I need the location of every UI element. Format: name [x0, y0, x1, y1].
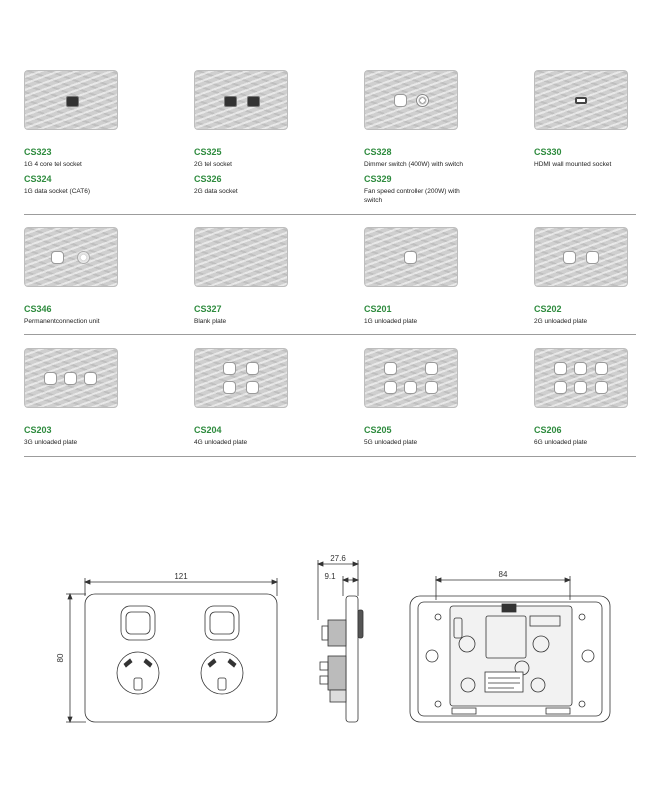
product-desc: 2G tel socket: [194, 161, 232, 168]
front-width-dim: 121: [174, 572, 188, 581]
switch-icon: [563, 251, 576, 264]
dimmer-knob-icon: [416, 94, 429, 107]
product-desc: Dimmer switch (400W) with switch: [364, 161, 463, 168]
product-desc: Blank plate: [194, 318, 227, 325]
plate-image: [194, 348, 288, 408]
plate-image: [194, 70, 288, 130]
switch-icon: [404, 381, 417, 394]
rj-socket-icon: [247, 96, 260, 107]
product-code: CS202: [534, 304, 562, 314]
switch-icon: [425, 362, 438, 375]
rear-view-drawing: [410, 576, 610, 722]
product-code: CS201: [364, 304, 392, 314]
switch-icon: [595, 381, 608, 394]
switch-icon: [384, 362, 397, 375]
plate-image: [534, 70, 628, 130]
product-code: CS203: [24, 425, 52, 435]
switch-icon: [574, 362, 587, 375]
product-code: CS324: [24, 174, 52, 184]
switch-icon: [64, 372, 77, 385]
switch-icon: [574, 381, 587, 394]
side-view-drawing: [318, 560, 363, 722]
rear-width-dim: 84: [498, 570, 508, 579]
product-code: CS346: [24, 304, 52, 314]
product-code: CS205: [364, 425, 392, 435]
plate-image: [364, 227, 458, 287]
switch-icon: [554, 362, 567, 375]
rj-socket-icon: [66, 96, 79, 107]
switch-icon: [384, 381, 397, 394]
technical-drawings: [0, 540, 660, 800]
product-desc: Permanentconnection unit: [24, 318, 100, 325]
product-code: CS325: [194, 147, 222, 157]
switch-icon: [44, 372, 57, 385]
front-view-drawing: [66, 578, 277, 722]
product-desc: 1G 4 core tel socket: [24, 161, 82, 168]
switch-icon: [223, 381, 236, 394]
switch-icon: [554, 381, 567, 394]
plate-image: [364, 348, 458, 408]
plate-image: [24, 348, 118, 408]
product-desc: 2G data socket: [194, 188, 238, 195]
switch-icon: [595, 362, 608, 375]
product-desc: 2G unloaded plate: [534, 318, 588, 325]
product-code: CS327: [194, 304, 222, 314]
plate-image: [534, 227, 628, 287]
switch-icon: [51, 251, 64, 264]
switch-icon: [404, 251, 417, 264]
switch-icon: [84, 372, 97, 385]
plate-image: [534, 348, 628, 408]
product-code: CS204: [194, 425, 222, 435]
product-desc: Fan speed controller (200W) with switch: [364, 188, 460, 204]
plate-image: [24, 70, 118, 130]
product-desc: 4G unloaded plate: [194, 439, 248, 446]
switch-icon: [394, 94, 407, 107]
switch-icon: [425, 381, 438, 394]
product-desc: HDMI wall mounted socket: [534, 161, 612, 168]
front-height-dim: 80: [56, 653, 65, 663]
side-plate-dim: 9.1: [324, 572, 336, 581]
row-divider: [24, 456, 636, 457]
product-desc: 6G unloaded plate: [534, 439, 588, 446]
product-code: CS330: [534, 147, 562, 157]
switch-icon: [246, 362, 259, 375]
rj-socket-icon: [224, 96, 237, 107]
switch-icon: [223, 362, 236, 375]
product-code: CS206: [534, 425, 562, 435]
plate-image: [24, 227, 118, 287]
row-divider: [24, 334, 636, 335]
product-code: CS328: [364, 147, 392, 157]
product-desc: 3G unloaded plate: [24, 439, 78, 446]
product-desc: 1G unloaded plate: [364, 318, 418, 325]
plate-image: [364, 70, 458, 130]
cable-outlet-icon: [77, 251, 90, 264]
product-code: CS326: [194, 174, 222, 184]
row-divider: [24, 214, 636, 215]
switch-icon: [586, 251, 599, 264]
product-code: CS323: [24, 147, 52, 157]
switch-icon: [246, 381, 259, 394]
hdmi-socket-icon: [575, 97, 587, 104]
product-code: CS329: [364, 174, 392, 184]
product-desc: 5G unloaded plate: [364, 439, 418, 446]
plate-image: [194, 227, 288, 287]
side-depth-dim: 27.6: [330, 554, 346, 563]
product-desc: 1G data socket (CAT6): [24, 188, 90, 195]
